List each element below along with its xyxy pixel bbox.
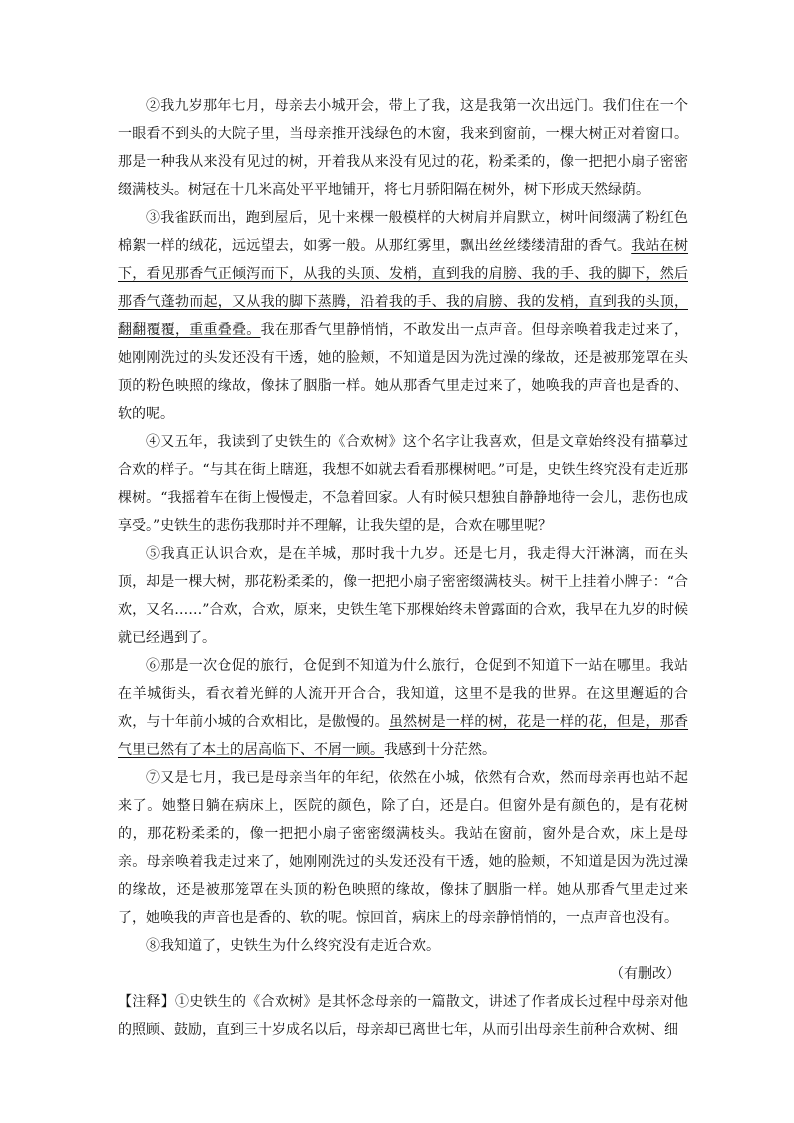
article-body: [118, 92, 688, 1044]
paragraph-6-text-a: ⑥那是一次仓促的旅行，仓促到不知道为什么旅行，仓促到不知道下一站在哪里。我站在羊城街头，看衣着光鲜的人流开开合合，我知道，这里不是我的世界。在这里邂逅的合欢，与十年前小城的合欢相比，是傲慢的。: [118, 658, 688, 730]
paragraph-6-text-b: 我感到十分茫然。: [384, 742, 496, 758]
paragraph-3-underlined-sentence: 我站在树下，看见那香气正倾泻而下，从我的头顶、发梢，直到我的肩膀、我的手、我的脚下，然后那香气蓬勃而起，又从我的脚下蒸腾，沿着我的手、我的肩膀、我的发梢，直到我的头顶，翻翻覆覆，重重叠叠。: [118, 238, 689, 338]
paragraph-4: [118, 428, 688, 540]
paragraph-2-text: ②我九岁那年七月，母亲去小城开会，带上了我，这是我第一次出远门。我们住在一个一眼看不到头的大院子里，当母亲推开浅绿色的木窗，我来到窗前，一棵大树正对着窗口。那是一种我从来没有见过的树，开着我从来没有见过的花，粉柔柔的，像一把把小扇子密密缀满枝头。树冠在十几米高处平平地铺开，将七月骄阳隔在树外，树下形成天然绿荫。: [118, 98, 688, 198]
paragraph-6: [118, 652, 688, 764]
paragraph-6-underlined-sentence: 虽然树是一样的树，花是一样的花，但是，那香气里已然有了本土的居高临下、不屑一顾。: [118, 714, 689, 758]
paragraph-5: [118, 540, 688, 652]
annotation-note: 【注释】①史铁生的《合欢树》是其怀念母亲的一篇散文，讲述了作者成长过程中母亲对他的照顾、鼓励，直到三十岁成名以后，母亲却已离世七年，从而引出母亲生前种合欢树、细: [118, 994, 688, 1038]
source-note: （有删改）: [610, 966, 680, 982]
paragraph-3-text-b: 我在那香气里静悄悄，不敢发出一点声音。但母亲唤着我走过来了，她刚刚洗过的头发还没有干透，她的脸颊，不知道是因为洗过澡的缘故，还是被那笼罩在头顶的粉色映照的缘故，像抹了胭脂一样。她从那香气里走过来了，她唤我的声音也是香的、软的呢。: [118, 322, 689, 422]
paragraph-3-text-a: ③我雀跃而出，跑到屋后，见十来棵一般模样的大树肩并肩默立，树叶间缀满了粉红色棉絮一样的绒花，远远望去，如雾一般。从那红雾里，飘出丝丝缕缕清甜的香气。: [118, 210, 688, 254]
paragraph-8-text: ⑧我知道了，史铁生为什么终究没有走近合欢。: [146, 938, 440, 954]
paragraph-7-text: ⑦又是七月，我已是母亲当年的年纪，依然在小城，依然有合欢，然而母亲再也站不起来了。她整日躺在病床上，医院的颜色，除了白，还是白。但窗外是有颜色的，是有花树的，那花粉柔柔的，像一把把小扇子密密缀满枝头。我站在窗前，窗外是合欢，床上是母亲。母亲唤着我走过来了，她刚刚洗过的头发还没有干透，她的脸颊，不知道是因为洗过澡的缘故，还是被那笼罩在头顶的粉色映照的缘故，像抹了胭脂一样。她从那香气里走过来了，她唤我的声音也是香的、软的呢。惊回首，病床上的母亲静悄悄的，一点声音也没有。: [118, 770, 688, 926]
paragraph-4-text: ④又五年，我读到了史铁生的《合欢树》这个名字让我喜欢，但是文章始终没有描摹过合欢的样子。“与其在街上瞎逛，我想不如就去看看那棵树吧。”可是，史铁生终究没有走近那棵树。“我摇着车在街上慢慢走，不急着回家。人有时候只想独自静静地待一会儿，悲伤也成享受。”史铁生的悲伤我那时并不理解，让我失望的是，合欢在哪里呢？: [118, 434, 688, 534]
paragraph-3: [118, 204, 688, 428]
paragraph-2: [118, 92, 688, 204]
paragraph-7: [118, 764, 688, 932]
paragraph-5-text: ⑤我真正认识合欢，是在羊城，那时我十九岁。还是七月，我走得大汗淋漓，而在头顶，却是一棵大树，那花粉柔柔的，像一把把小扇子密密缀满枝头。树干上挂着小牌子：“合欢，又名……”合欢，合欢，原来，史铁生笔下那棵始终未曾露面的合欢，我早在九岁的时候就已经遇到了。: [118, 546, 688, 646]
paragraph-8: [118, 932, 688, 960]
